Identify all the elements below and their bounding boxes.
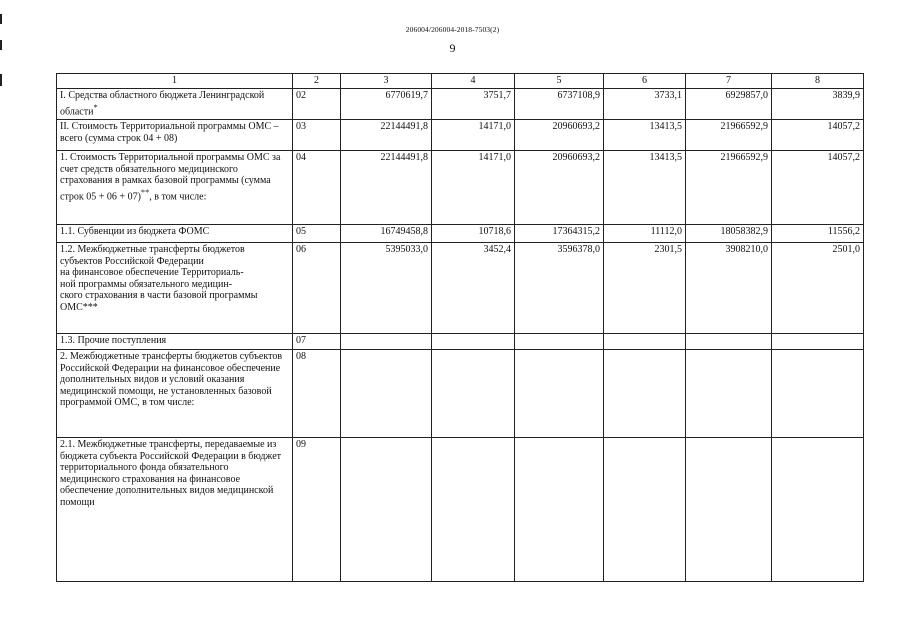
- table-row: [57, 334, 864, 350]
- table-row: [57, 89, 864, 120]
- value-cell: [341, 438, 432, 582]
- value-cell: [515, 350, 604, 438]
- value-cell: 14057,2: [772, 120, 864, 151]
- value-cell: 14057,2: [772, 151, 864, 225]
- header-cell: 6: [604, 74, 686, 89]
- value-cell: 6737108,9: [515, 89, 604, 120]
- row-code-cell: 03: [293, 120, 341, 151]
- value-cell: 21966592,9: [686, 151, 772, 225]
- value-cell: 18058382,9: [686, 225, 772, 243]
- row-code-cell: 09: [293, 438, 341, 582]
- row-name-cell: 1. Стоимость Территориальной программы ОМС за счет средств обязательного медицинского страхования в рамках базовой программы (сумма строк 05 + 06 + 07)**, в том числе:: [57, 151, 293, 225]
- table-row: [57, 243, 864, 334]
- row-name-cell: II. Стоимость Территориальной программы ОМС – всего (сумма строк 04 + 08): [57, 120, 293, 151]
- table-row: [57, 438, 864, 582]
- value-cell: 3751,7: [432, 89, 515, 120]
- row-name-cell: 1.3. Прочие поступления: [57, 334, 293, 350]
- value-cell: [604, 350, 686, 438]
- table-row: [57, 120, 864, 151]
- header-cell: 1: [57, 74, 293, 89]
- value-cell: 3908210,0: [686, 243, 772, 334]
- table-row: [57, 350, 864, 438]
- value-cell: [432, 350, 515, 438]
- value-cell: [772, 334, 864, 350]
- header-cell: 3: [341, 74, 432, 89]
- value-cell: [515, 438, 604, 582]
- value-cell: 5395033,0: [341, 243, 432, 334]
- value-cell: [341, 350, 432, 438]
- row-name-cell: 2. Межбюджетные трансферты бюджетов субъектов Российской Федерации на финансовое обеспечение дополнительных видов и условий оказания медицинской помощи, не установленных базовой программой ОМС, в том числе:: [57, 350, 293, 438]
- header-cell: 4: [432, 74, 515, 89]
- value-cell: 10718,6: [432, 225, 515, 243]
- value-cell: 11556,2: [772, 225, 864, 243]
- value-cell: [772, 438, 864, 582]
- value-cell: 6770619,7: [341, 89, 432, 120]
- value-cell: 2301,5: [604, 243, 686, 334]
- value-cell: 20960693,2: [515, 120, 604, 151]
- budget-table: [56, 73, 864, 582]
- value-cell: 17364315,2: [515, 225, 604, 243]
- value-cell: 14171,0: [432, 151, 515, 225]
- row-name-cell: I. Средства областного бюджета Ленинградской области*: [57, 89, 293, 120]
- value-cell: [432, 438, 515, 582]
- value-cell: 22144491,8: [341, 151, 432, 225]
- page-number: 9: [449, 41, 456, 55]
- row-code-cell: 08: [293, 350, 341, 438]
- header-cell: 7: [686, 74, 772, 89]
- value-cell: [604, 438, 686, 582]
- value-cell: [432, 334, 515, 350]
- document-id: 206004/206004-2018-7503(2): [405, 25, 500, 34]
- value-cell: [686, 350, 772, 438]
- value-cell: 13413,5: [604, 120, 686, 151]
- row-name-cell: 1.2. Межбюджетные трансферты бюджетов субъектов Российской Федерации на финансовое обеспечение Территориаль- ной программы обязательного медицин- ского страхования в части базовой программы ОМС***: [57, 243, 293, 334]
- value-cell: 16749458,8: [341, 225, 432, 243]
- table-header-row: [57, 74, 864, 89]
- header-cell: 5: [515, 74, 604, 89]
- value-cell: [604, 334, 686, 350]
- row-name-cell: 1.1. Субвенции из бюджета ФОМС: [57, 225, 293, 243]
- value-cell: 22144491,8: [341, 120, 432, 151]
- row-code-cell: 04: [293, 151, 341, 225]
- row-code-cell: 06: [293, 243, 341, 334]
- value-cell: 3839,9: [772, 89, 864, 120]
- row-code-cell: 05: [293, 225, 341, 243]
- value-cell: 14171,0: [432, 120, 515, 151]
- value-cell: 6929857,0: [686, 89, 772, 120]
- table-row: [57, 151, 864, 225]
- value-cell: [341, 334, 432, 350]
- value-cell: [772, 350, 864, 438]
- value-cell: [515, 334, 604, 350]
- scan-margin-mark: [0, 74, 2, 86]
- value-cell: [686, 438, 772, 582]
- header-cell: 8: [772, 74, 864, 89]
- value-cell: 13413,5: [604, 151, 686, 225]
- value-cell: 11112,0: [604, 225, 686, 243]
- value-cell: 20960693,2: [515, 151, 604, 225]
- row-code-cell: 02: [293, 89, 341, 120]
- value-cell: 3596378,0: [515, 243, 604, 334]
- value-cell: [686, 334, 772, 350]
- value-cell: 3733,1: [604, 89, 686, 120]
- scan-margin-mark: [0, 14, 2, 24]
- value-cell: 21966592,9: [686, 120, 772, 151]
- value-cell: 3452,4: [432, 243, 515, 334]
- row-name-cell: 2.1. Межбюджетные трансферты, передаваемые из бюджета субъекта Российской Федерации в бюджет территориального фонда обязательного медицинского страхования на финансовое обеспечение дополнительных видов медицинской помощи: [57, 438, 293, 582]
- value-cell: 2501,0: [772, 243, 864, 334]
- row-code-cell: 07: [293, 334, 341, 350]
- table-row: [57, 225, 864, 243]
- header-cell: 2: [293, 74, 341, 89]
